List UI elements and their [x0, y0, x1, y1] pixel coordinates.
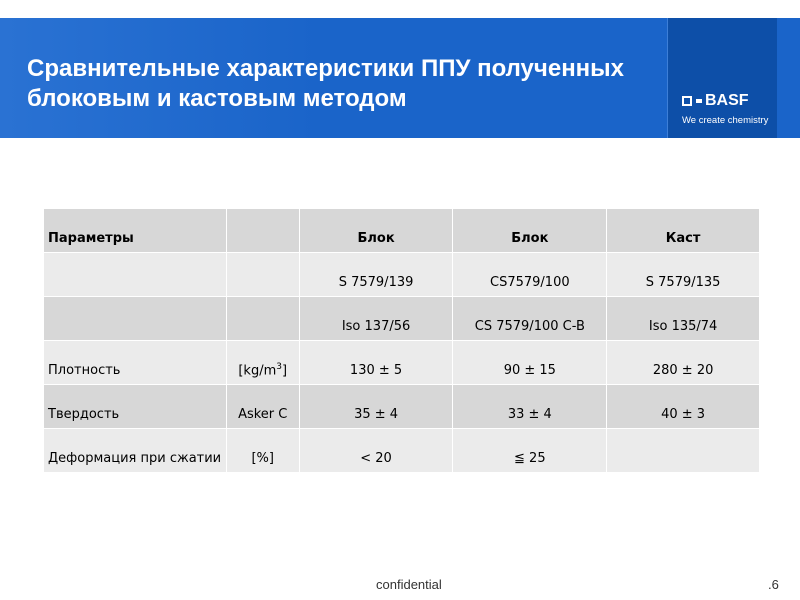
unit-superscript: 3 — [276, 361, 282, 372]
table-cell: Iso 137/56 — [299, 297, 453, 341]
table-cell: 280 ± 20 — [607, 341, 760, 385]
comparison-table — [43, 208, 760, 473]
basf-logo — [667, 18, 777, 138]
table-cell — [226, 209, 299, 253]
table-cell: 90 ± 15 — [453, 341, 607, 385]
table-cell: $[kg/m^3]$ — [226, 341, 299, 385]
logo-square-icon — [682, 96, 692, 106]
table-cell: Твердость — [44, 385, 227, 429]
table-cell: CS7579/100 — [453, 253, 607, 297]
header-banner — [0, 18, 800, 138]
table-cell: ≦ 25 — [453, 429, 607, 473]
logo-dash-icon — [696, 99, 702, 103]
slide-title — [27, 54, 727, 114]
table-cell: 130 ± 5 — [299, 341, 453, 385]
table-cell: [%] — [226, 429, 299, 473]
table-cell: CS 7579/100 C-B — [453, 297, 607, 341]
table-cell: Деформация при сжатии — [44, 429, 227, 473]
logo-text: BASF — [705, 92, 749, 109]
table-row — [44, 385, 760, 429]
table-row — [44, 341, 760, 385]
table-cell — [607, 429, 760, 473]
table-cell — [44, 297, 227, 341]
table-header-row — [44, 209, 760, 253]
table-cell: Каст — [607, 209, 760, 253]
logo-tagline: We create chemistry — [682, 115, 769, 126]
table-cell — [44, 253, 227, 297]
title-line-1: Сравнительные характеристики ППУ полученных — [27, 55, 625, 82]
table-row — [44, 429, 760, 473]
table-cell: Блок — [453, 209, 607, 253]
table-cell: < 20 — [299, 429, 453, 473]
table-row — [44, 253, 760, 297]
table-cell: Параметры — [44, 209, 227, 253]
basf-logo-mark — [682, 93, 749, 109]
confidential-label: confidential — [376, 577, 442, 592]
top-strip — [0, 0, 800, 18]
table-cell: 35 ± 4 — [299, 385, 453, 429]
table-cell — [226, 253, 299, 297]
table-cell: 33 ± 4 — [453, 385, 607, 429]
table-cell: Asker C — [226, 385, 299, 429]
table-cell: S 7579/135 — [607, 253, 760, 297]
table-row — [44, 297, 760, 341]
table-cell: 40 ± 3 — [607, 385, 760, 429]
table-cell: Плотность — [44, 341, 227, 385]
table-cell: S 7579/139 — [299, 253, 453, 297]
title-line-2: блоковым и кастовым методом — [27, 85, 407, 112]
page-number: .6 — [768, 577, 779, 592]
table-cell: Iso 135/74 — [607, 297, 760, 341]
table-cell — [226, 297, 299, 341]
table-cell: Блок — [299, 209, 453, 253]
